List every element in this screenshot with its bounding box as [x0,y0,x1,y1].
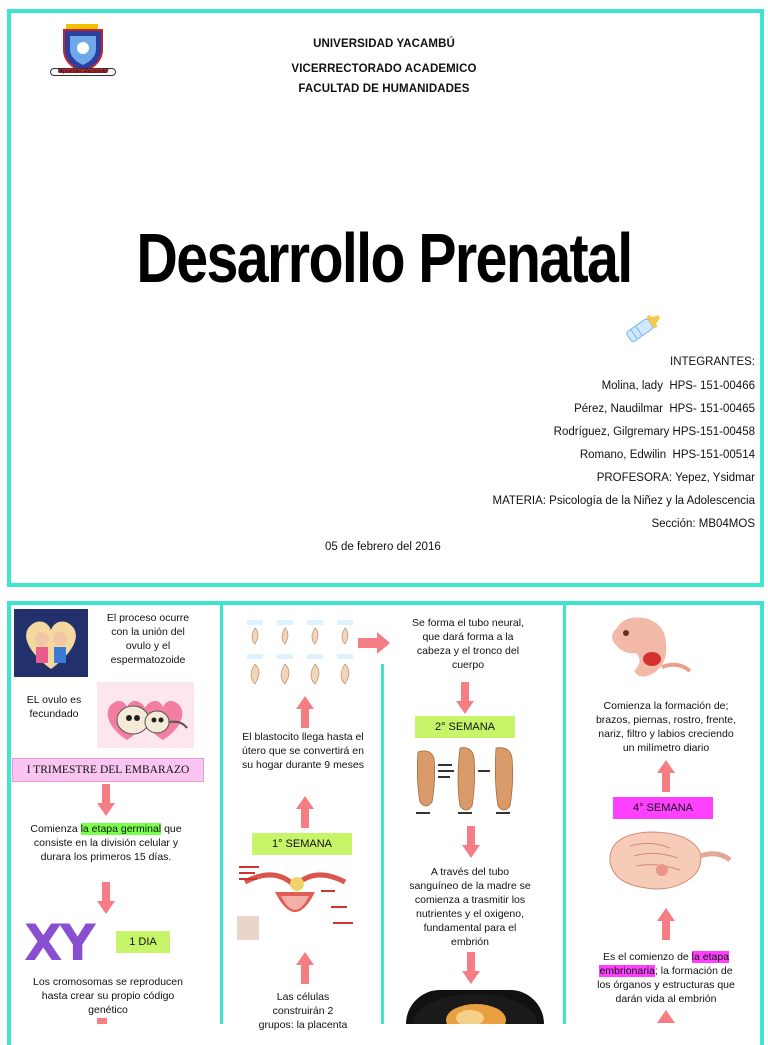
arrow-up-1 [296,696,314,728]
cell-division-chart-image [245,618,355,688]
arrow-down-1 [97,784,115,816]
baby-bottle-icon [620,310,666,346]
member-4: Romano, Edwilin HPS-151-00514 [579,449,755,461]
arrow-up-3 [296,952,314,984]
university-name: UNIVERSIDAD YACAMBÚ [313,38,455,50]
germinal-pre: Comienza [30,823,81,835]
embrionaria-text [592,950,740,1006]
formacion-text: Comienza la formación de; brazos, piernas, rostro, frente, nariz, filtro y labios creciendo un milímetro diario [595,700,737,754]
tubo-neural-text: Se forma el tubo neural, que dará forma a la cabeza y el tronco del cuerpo [411,617,525,671]
semana2-label: 2° SEMANA [415,716,515,738]
arrow-down-5 [462,952,480,984]
integrantes-label: INTEGRANTES: [670,356,755,368]
embrionaria-pre: Es el comienzo de [602,951,692,963]
celulas-text: Las células construirán 2 grupos: la placenta [258,991,348,1031]
trimestre-label: I TRIMESTRE DEL EMBARAZO [12,758,204,782]
arrow-up-4 [657,760,675,792]
germinal-highlight: la etapa germinal [80,823,162,835]
embrionaria-post: ; la formación de los órganos y estructuras que darán vida al embrión [597,965,735,1005]
uterus-diagram-image [235,862,365,944]
semana1-label: 1° SEMANA [252,833,352,855]
column-divider-1 [220,605,223,1024]
member-3: Rodríguez, Gilgremary HPS-151-00458 [553,426,755,438]
couple-image [14,609,88,677]
member-1: Molina, lady HPS- 151-00466 [601,380,755,392]
vicerrectorado: VICERRECTORADO ACADEMICO [291,63,477,75]
logo-motto: "Aprender Haciendo" [50,68,116,76]
sanguineo-text: A través del tubo sanguíneo de la madre se comienza a trasmitir los nutrientes y el oxigeno, fundamental para el embrión [409,866,531,948]
arrow-down-3 [456,682,474,714]
embrionaria-highlight: la etapa embrionaria [599,951,730,977]
arrow-down-4 [462,826,480,858]
blastocito-text: El blastocito llega hasta el útero que se convertirá en su hogar durante 9 meses [242,731,364,771]
column-divider-2 [381,664,384,1024]
member-2: Pérez, Naudilmar HPS- 151-00465 [574,403,755,415]
materia: MATERIA: Psicología de la Niñez y la Adolescencia [492,495,755,507]
embryo-drawing-image [600,826,738,896]
arrow-up-5 [657,908,675,940]
profesora: PROFESORA: Yepez, Ysidmar [596,472,755,484]
embryo-4weeks-image [596,609,696,685]
arrow-stub-1 [97,1018,107,1024]
dia-label: 1 DIA [116,931,170,953]
ovulo-cartoon-image [97,682,194,748]
germinal-text [26,822,186,864]
arrow-up-stub [657,1010,675,1024]
germinal-post: que consiste en la división celular y durara los primeros 15 días. [33,823,182,863]
union-text: El proceso ocurre con la unión del ovulo y el espermatozoide [106,612,190,666]
arrow-right-1 [358,632,390,654]
cromosomas-text: Los cromosomas se reproducen hasta crear su propio código genético [33,976,183,1016]
xy-chromosomes: XY [24,914,93,972]
embryo-photo-image [406,990,544,1024]
arrow-up-2 [296,796,314,828]
date: 05 de febrero del 2016 [325,541,441,553]
page-title: Desarrollo Prenatal [136,219,632,297]
embryo-stages-image [412,744,524,820]
semana4-label: 4° SEMANA [613,797,713,819]
arrow-down-2 [97,882,115,914]
seccion: Sección: MB04MOS [651,518,755,530]
column-divider-3 [563,605,566,1024]
facultad: FACULTAD DE HUMANIDADES [298,83,470,95]
ovulo-text: EL ovulo es fecundado [26,694,82,720]
